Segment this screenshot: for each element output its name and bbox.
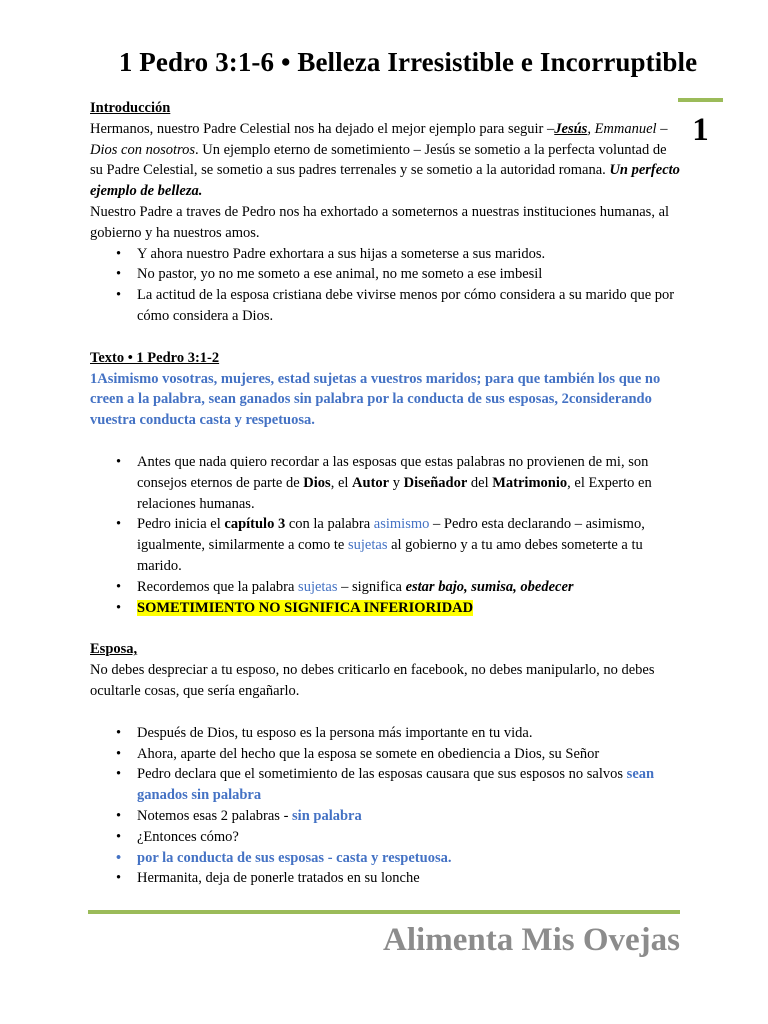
intro-emmanuel: Emmanuel – Dios con nosotros [90,120,668,158]
page-number: 1 [692,112,709,148]
esposa-bullet-list [90,723,680,889]
list-item: • Antes que nada quiero recordar a las esposas que estas palabras no provienen de mi, son consejos eternos de parte de Dios, el Autor y Diseñador del Matrimonio, el Experto en relaciones humanas. [137,452,680,514]
intro-text: , [587,120,595,137]
highlighted-statement: SOMETIMIENTO NO SIGNIFICA INFERIORIDAD [137,599,474,616]
intro-text: . Un ejemplo eterno de sometimiento – Jesús se sometio a la perfecta voluntad de su Padre Celestial, se sometio a sus padres terrenales y se sometio a la autoridad romana. [90,141,667,179]
list-item: • No pastor, yo no me someto a ese animal, no me someto a ese imbesil [137,264,680,285]
page-number-rule [678,98,723,102]
list-item [137,598,680,619]
list-item: • Notemos esas 2 palabras - sin palabra [137,806,680,827]
intro-bullet-list [90,244,680,327]
list-item: • Recordemos que la palabra sujetas – significa estar bajo, sumisa, obedecer [137,577,680,598]
list-item: • Después de Dios, tu esposo es la persona más importante en tu vida. [137,723,680,744]
texto-bullet-list [90,452,680,618]
texto-heading: Texto • 1 Pedro 3:1-2 [90,349,220,366]
intro-paragraph-1 [90,119,680,202]
esposa-paragraph: No debes despreciar a tu esposo, no debes criticarlo en facebook, no debes manipularlo, no debes ocultarle cosas, que sería engañarlo. [90,662,655,699]
intro-jesus: Jesús [554,120,588,137]
intro-heading: Introducción [90,100,171,116]
footer-title: Alimenta Mis Ovejas [383,922,680,958]
list-item: • por la conducta de sus esposas - casta y respetuosa. [137,848,680,869]
intro-text: Hermanos, nuestro Padre Celestial nos ha dejado el mejor ejemplo para seguir – [90,120,555,137]
list-item: • Pedro inicia el capítulo 3 con la palabra asimismo – Pedro esta declarando – asimismo, igualmente, similarmente a como te sujetas al gobierno y a tu amo debes someterte a tu marido. [137,514,680,576]
list-item: • Hermanita, deja de ponerle tratados en su lonche [137,868,680,889]
list-item: • Ahora, aparte del hecho que la esposa se somete en obediencia a Dios, su Señor [137,744,680,765]
bible-verse: 1Asimismo vosotras, mujeres, estad sujetas a vuestros maridos; para que también los que no creen a la palabra, sean ganados sin palabra por la conducta de sus esposas, 2considerando vuestra conducta casta y respetuosa. [90,370,661,429]
document-body [90,98,680,889]
list-item: • Y ahora nuestro Padre exhortara a sus hijas a someterse a sus maridos. [137,244,680,265]
page-title: 1 Pedro 3:1-6 • Belleza Irresistible e Incorruptible [118,47,698,77]
list-item: • ¿Entonces cómo? [137,827,680,848]
footer-rule [88,910,680,914]
intro-paragraph-2: Nuestro Padre a traves de Pedro nos ha exhortado a someternos a nuestras instituciones humanas, al gobierno y ha nuestros amos. [90,203,670,241]
list-item: • La actitud de la esposa cristiana debe vivirse menos por cómo considera a su marido que por cómo considera a Dios. [137,285,680,327]
list-item: • Pedro declara que el sometimiento de las esposas causara que sus esposos no salvos sean ganados sin palabra [137,764,680,806]
esposa-heading: Esposa, [90,641,138,658]
intro-beauty-example: Un perfecto ejemplo de belleza. [90,162,680,200]
